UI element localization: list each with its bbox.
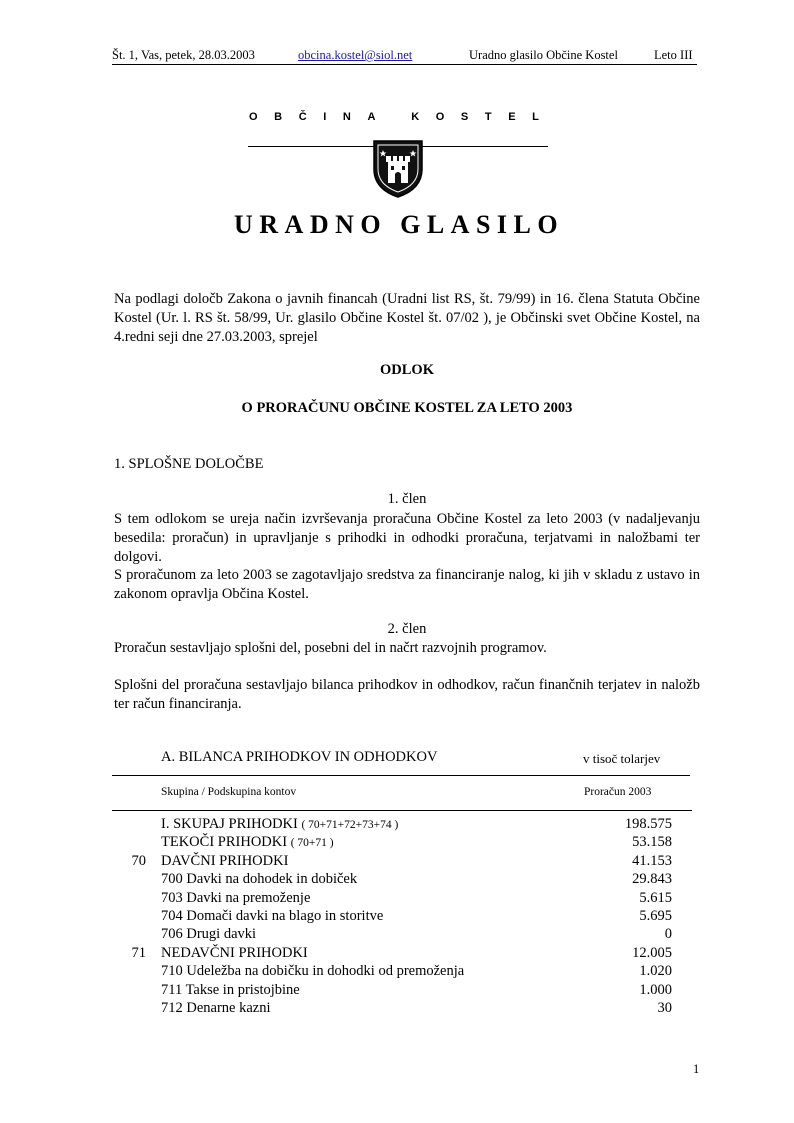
coat-of-arms-icon: [372, 139, 424, 199]
budget-value: 1.000: [639, 981, 672, 998]
account-label: 712 Denarne kazni: [161, 1000, 271, 1016]
municipality-name: OBČINA KOSTEL: [249, 111, 556, 123]
account-label-cell: [161, 963, 464, 980]
page-number: 1: [693, 1062, 700, 1076]
header-year: Leto III: [654, 48, 693, 62]
account-label-cell: [161, 926, 256, 943]
budget-value: 198.575: [624, 816, 672, 832]
header-issue: Št. 1, Vas, petek, 28.03.2003: [112, 48, 255, 62]
article2-heading: 2. člen: [387, 621, 427, 637]
account-label: 710 Udeležba na dobičku in dohodki od premoženja: [161, 963, 465, 980]
account-label: 704 Domači davki na blago in storitve: [161, 908, 384, 924]
account-note: ( 70+71 ): [290, 837, 334, 850]
table-row: [112, 926, 672, 944]
table-row: [112, 1000, 672, 1018]
account-label-cell: [161, 890, 310, 907]
table-row: [112, 908, 672, 926]
account-label: 700 Davki na dohodek in dobiček: [161, 871, 358, 888]
account-code: 70: [131, 852, 146, 869]
account-label-cell: [161, 834, 334, 851]
article2-paragraph-2: Splošni del proračuna sestavljajo bilanca prihodkov in odhodkov, račun finančnih terjatev in naložb ter račun financiranja.: [114, 677, 700, 712]
table-top-rule: [112, 775, 690, 776]
account-label: 706 Drugi davki: [161, 926, 257, 943]
article2-paragraph-1: Proračun sestavljajo splošni del, posebni del in načrt razvojnih programov.: [114, 640, 547, 656]
table-title: A. BILANCA PRIHODKOV IN ODHODKOV: [161, 749, 438, 765]
budget-value: 0: [664, 926, 672, 943]
account-label: 703 Davki na premoženje: [161, 889, 311, 906]
article1-heading: 1. člen: [387, 491, 427, 507]
column-header-group: Skupina / Podskupina kontov: [161, 786, 297, 798]
header-publication: Uradno glasilo Občine Kostel: [469, 48, 618, 62]
table-unit: v tisoč tolarjev: [583, 751, 661, 766]
table-row: [112, 853, 672, 871]
table-row: [112, 982, 672, 1000]
account-label-cell: [161, 1000, 271, 1017]
account-note: ( 70+71+72+73+74 ): [301, 819, 399, 831]
section-heading: 1. SPLOŠNE DOLOČBE: [114, 456, 264, 472]
table-row: [112, 963, 672, 981]
intro-paragraph: Na podlagi določb Zakona o javnih financah (Uradni list RS, št. 79/99) in 16. člena Statuta Občine Kostel (Ur. l. RS št. 58/99, Ur. glasilo Občine Kostel št. 07/02 ), je Občinski svet Občine Kostel, na 4.redni seji dne 27.03.2003, sprejel: [114, 291, 700, 345]
decree-subtitle: O PRORAČUNU OBČINE KOSTEL ZA LETO 2003: [241, 400, 573, 416]
header-rule: [112, 64, 697, 65]
budget-value: 29.843: [632, 871, 672, 888]
account-label: DAVČNI PRIHODKI: [161, 852, 289, 869]
account-label-cell: [161, 908, 383, 925]
account-label-cell: [161, 982, 300, 999]
budget-value: 53.158: [632, 834, 672, 851]
account-label: 711 Takse in pristojbine: [161, 981, 300, 998]
table-row: [112, 890, 672, 908]
account-label-cell: [161, 871, 357, 888]
budget-value: 5.615: [639, 889, 672, 906]
account-label-cell: [161, 816, 398, 833]
decree-title: ODLOK: [380, 362, 434, 378]
account-label: TEKOČI PRIHODKI: [161, 834, 288, 851]
table-row: [112, 871, 672, 889]
gazette-title: URADNO GLASILO: [234, 210, 565, 239]
account-label: NEDAVČNI PRIHODKI: [161, 944, 308, 961]
budget-value: 5.695: [639, 908, 672, 924]
account-code: 71: [131, 944, 146, 961]
column-header-budget: Proračun 2003: [584, 786, 652, 798]
budget-value: 30: [657, 1000, 672, 1016]
budget-value: 1.020: [639, 963, 672, 980]
table-row: [112, 816, 672, 834]
table-header-rule: [112, 810, 692, 811]
article1-paragraph-2: S proračunom za leto 2003 se zagotavljajo sredstva za financiranje nalog, ki jih v skladu z ustavo in zakonom opravlja Občina Kostel.: [114, 567, 700, 602]
account-label-cell: [161, 945, 308, 962]
budget-value: 41.153: [632, 852, 672, 869]
header-email-link[interactable]: obcina.kostel@siol.net: [298, 48, 413, 62]
article1-paragraph-1: S tem odlokom se ureja način izvrševanja proračuna Občine Kostel za leto 2003 (v nadaljevanju besedila: proračun) in upravljanje s prihodki in odhodki proračuna, terjatvami in naložbami ter dolgovi.: [114, 511, 700, 565]
budget-value: 12.005: [632, 944, 672, 961]
account-label-cell: [161, 853, 288, 870]
account-label: I. SKUPAJ PRIHODKI: [161, 816, 298, 832]
table-row: [112, 834, 672, 852]
table-row: [112, 945, 672, 963]
